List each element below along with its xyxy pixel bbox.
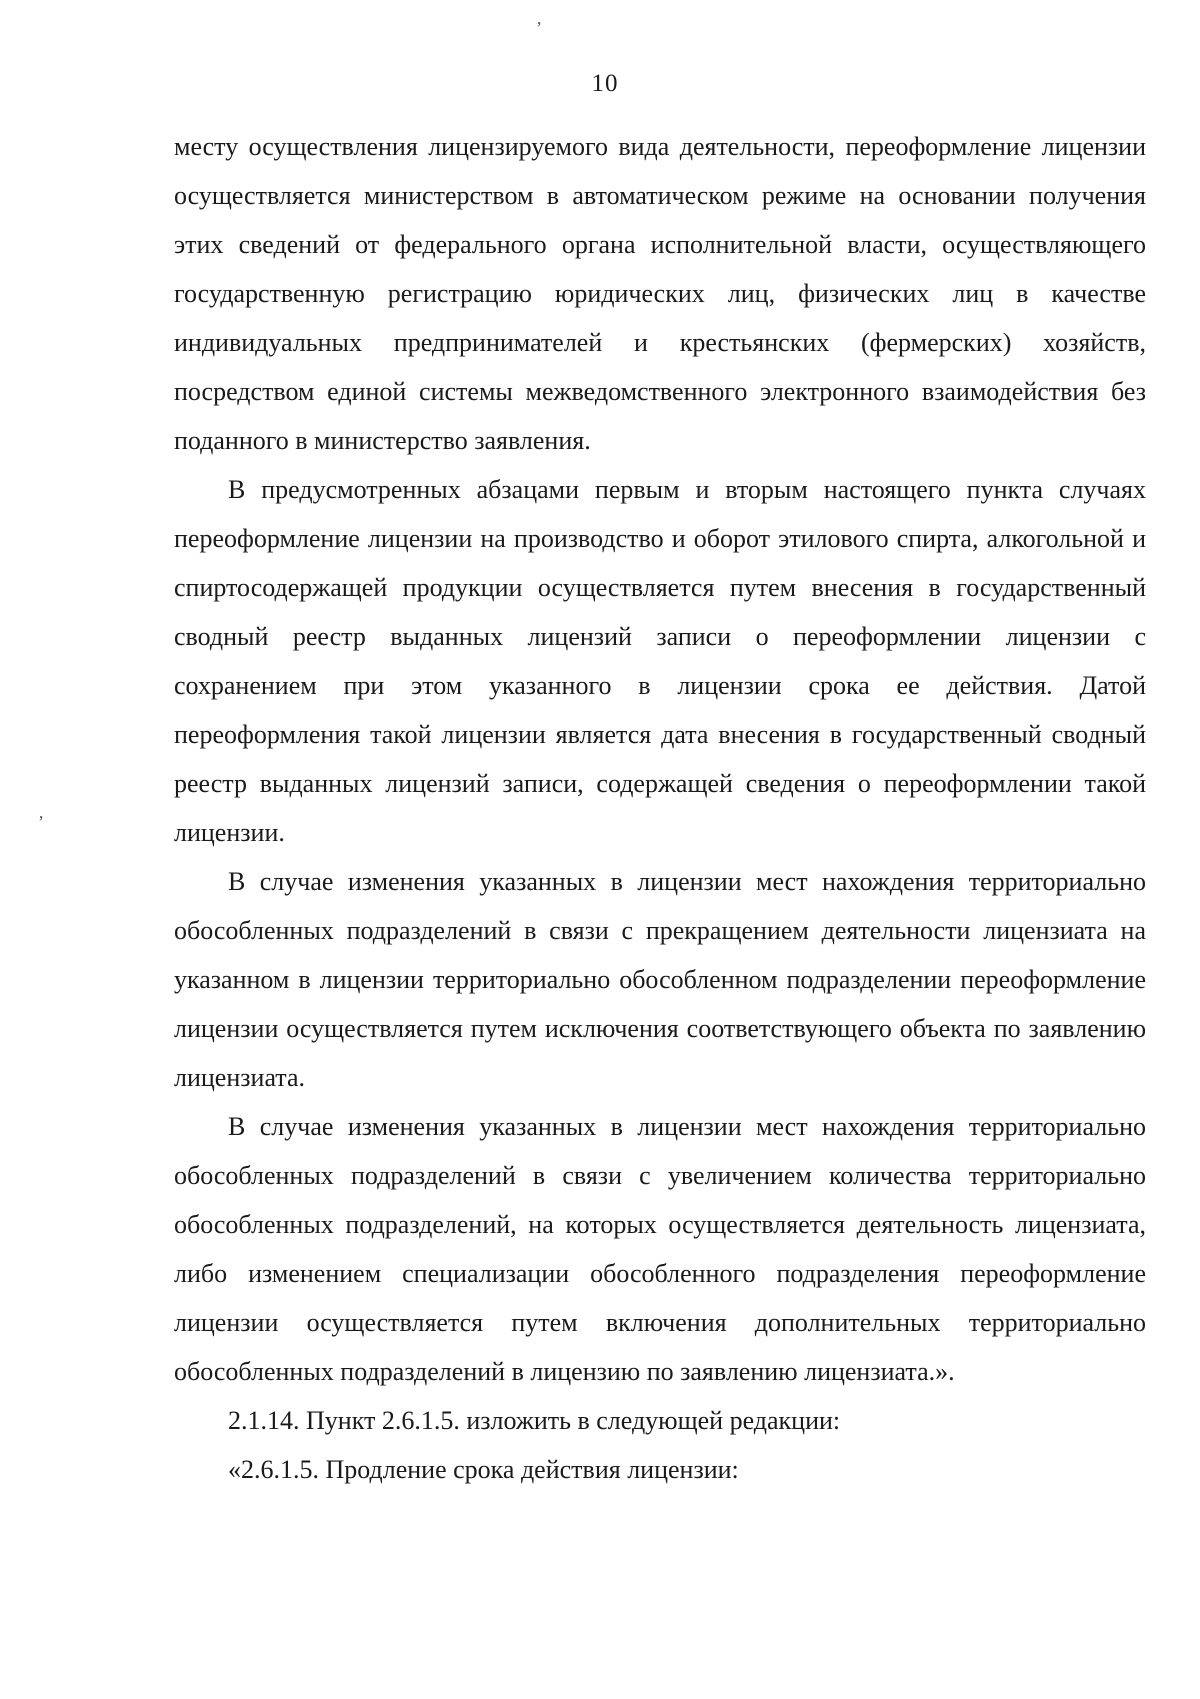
- page-number: 10: [591, 70, 619, 97]
- paragraph-reregistration-procedure: В предусмотренных абзацами первым и вторым настоящего пункта случаях переоформление лицензии на производство и оборот этилового спирта, алкогольной и спиртосодержащей продукции осуществляется путем внесения в государственный сводный реестр выданных лицензий записи о переоформлении лицензии с сохранением при этом указанного в лицензии срока ее действия. Датой переоформления такой лицензии является дата внесения в государственный сводный реестр выданных лицензий записи, содержащей сведения о переоформлении такой лицензии.: [174, 475, 1146, 847]
- paragraph-amendment-2-1-14: 2.1.14. Пункт 2.6.1.5. изложить в следующей редакции:: [228, 1406, 841, 1435]
- scan-mark: ʼ: [38, 812, 44, 832]
- paragraph-exclusion-of-subdivision: В случае изменения указанных в лицензии мест нахождения территориально обособленных подразделений в связи с прекращением деятельности лицензиата на указанном в лицензии территориально обособленном подразделении переоформление лицензии осуществляется путем исключения соответствующего объекта по заявлению лицензиата.: [174, 867, 1146, 1092]
- paragraph-continuation: месту осуществления лицензируемого вида деятельности, переоформление лицензии осуществляется министерством в автоматическом режиме на основании получения этих сведений от федерального органа исполнительной власти, осуществляющего государственную регистрацию юридических лиц, физических лиц в качестве индивидуальных предпринимателей и крестьянских (фермерских) хозяйств, посредством единой системы межведомственного электронного взаимодействия без поданного в министерство заявления.: [174, 132, 1146, 455]
- paragraph-inclusion-of-subdivision: В случае изменения указанных в лицензии мест нахождения территориально обособленных подразделений в связи с увеличением количества территориально обособленных подразделений, на которых осуществляется деятельность лицензиата, либо изменением специализации обособленного подразделения переоформление лицензии осуществляется путем включения дополнительных территориально обособленных подразделений в лицензию по заявлению лицензиата.».: [174, 1112, 1146, 1386]
- paragraph-clause-2-6-1-5: «2.6.1.5. Продление срока действия лицензии:: [228, 1455, 739, 1484]
- scan-mark: ʼ: [536, 18, 542, 38]
- document-body: [174, 122, 1146, 1494]
